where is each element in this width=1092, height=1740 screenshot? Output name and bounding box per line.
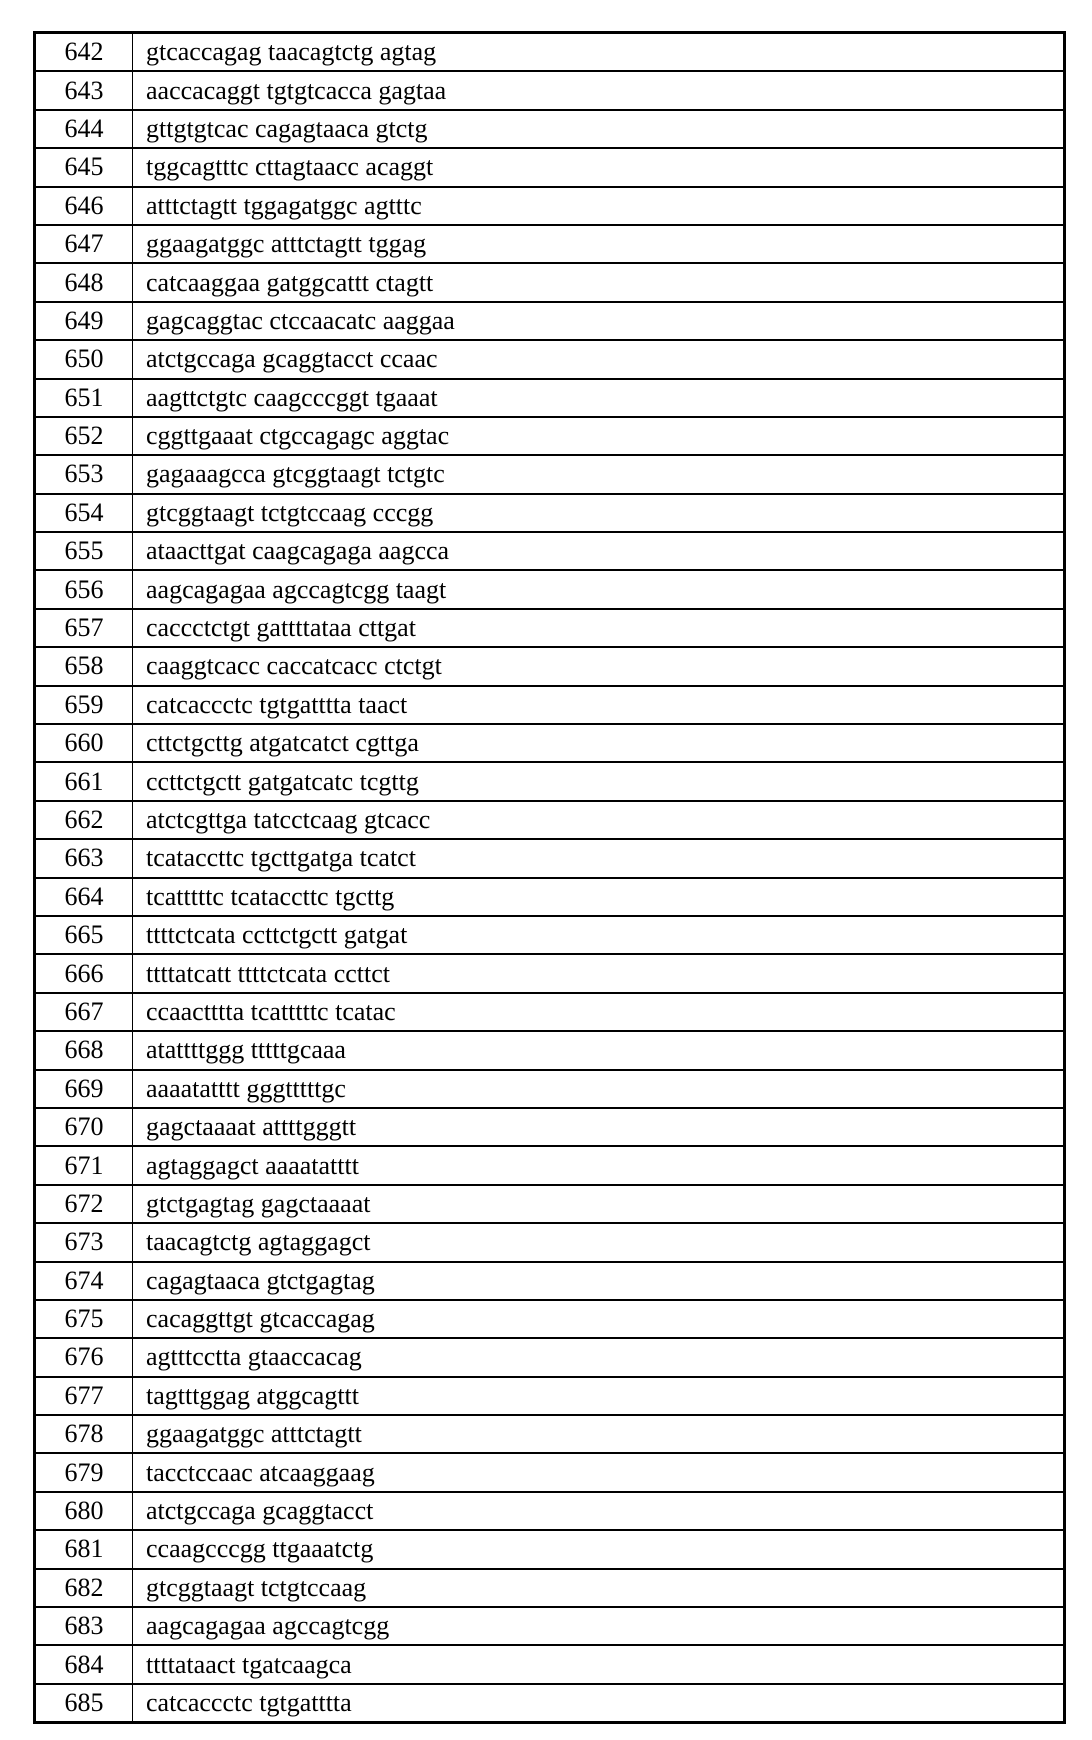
sequence-id: 651 [35,379,133,417]
sequence-text: ggaagatggc atttctagtt [133,1415,1065,1453]
sequence-id: 681 [35,1530,133,1568]
table-row [35,417,1065,455]
sequence-id: 650 [35,340,133,378]
sequence-text: caaggtcacc caccatcacc ctctgt [133,647,1065,685]
sequence-id: 652 [35,417,133,455]
table-row [35,302,1065,340]
table-row [35,954,1065,992]
sequence-id: 684 [35,1645,133,1683]
sequence-text: catcaaggaa gatggcattt ctagtt [133,263,1065,301]
sequence-id: 654 [35,494,133,532]
sequence-text: aagcagagaa agccagtcgg [133,1607,1065,1645]
sequence-text: caccctctgt gattttataa cttgat [133,609,1065,647]
table-row [35,1684,1065,1723]
table-row [35,1645,1065,1683]
sequence-text: cggttgaaat ctgccagagc aggtac [133,417,1065,455]
table-row [35,762,1065,800]
sequence-text: tacctccaac atcaaggaag [133,1453,1065,1491]
table-row [35,839,1065,877]
sequence-id: 673 [35,1223,133,1261]
table-row [35,33,1065,72]
sequence-text: ttttctcata ccttctgctt gatgat [133,916,1065,954]
sequence-text: aaccacaggt tgtgtcacca gagtaa [133,71,1065,109]
table-row [35,455,1065,493]
table-row [35,647,1065,685]
table-row [35,916,1065,954]
sequence-id: 644 [35,110,133,148]
sequence-text: agtaggagct aaaatatttt [133,1146,1065,1184]
table-row [35,1070,1065,1108]
sequence-text: atctgccaga gcaggtacct [133,1492,1065,1530]
sequence-text: ccttctgctt gatgatcatc tcgttg [133,762,1065,800]
table-row [35,1492,1065,1530]
sequence-text: gagcaggtac ctccaacatc aaggaa [133,302,1065,340]
sequence-id: 672 [35,1185,133,1223]
sequence-text: tggcagtttc cttagtaacc acaggt [133,148,1065,186]
sequence-id: 680 [35,1492,133,1530]
sequence-text: ttttatcatt ttttctcata ccttct [133,954,1065,992]
table-row [35,263,1065,301]
table-row [35,1223,1065,1261]
table-row [35,1108,1065,1146]
table-row [35,1569,1065,1607]
table-row [35,379,1065,417]
table-row [35,1146,1065,1184]
sequence-text: cacaggttgt gtcaccagag [133,1300,1065,1338]
sequence-id: 661 [35,762,133,800]
table-row [35,1530,1065,1568]
table-row [35,1607,1065,1645]
table-row [35,532,1065,570]
sequence-text: gagaaagcca gtcggtaagt tctgtc [133,455,1065,493]
table-row [35,1377,1065,1415]
table-row [35,993,1065,1031]
table-row [35,570,1065,608]
table-row [35,1262,1065,1300]
sequence-text: gtcaccagag taacagtctg agtag [133,33,1065,72]
sequence-text: taacagtctg agtaggagct [133,1223,1065,1261]
sequence-text: gtcggtaagt tctgtccaag [133,1569,1065,1607]
table-row [35,110,1065,148]
sequence-text: ataacttgat caagcagaga aagcca [133,532,1065,570]
sequence-table-body [35,33,1065,1723]
sequence-text: ggaagatggc atttctagtt tggag [133,225,1065,263]
table-row [35,1338,1065,1376]
sequence-text: cagagtaaca gtctgagtag [133,1262,1065,1300]
sequence-text: aagcagagaa agccagtcgg taagt [133,570,1065,608]
table-row [35,878,1065,916]
sequence-id: 683 [35,1607,133,1645]
sequence-id: 674 [35,1262,133,1300]
table-row [35,71,1065,109]
table-row [35,1415,1065,1453]
sequence-text: gtctgagtag gagctaaaat [133,1185,1065,1223]
sequence-id: 643 [35,71,133,109]
sequence-id: 658 [35,647,133,685]
sequence-text: cttctgcttg atgatcatct cgttga [133,724,1065,762]
sequence-id: 678 [35,1415,133,1453]
table-row [35,187,1065,225]
sequence-id: 655 [35,532,133,570]
table-row [35,609,1065,647]
sequence-text: agtttcctta gtaaccacag [133,1338,1065,1376]
sequence-id: 664 [35,878,133,916]
sequence-id: 647 [35,225,133,263]
sequence-id: 659 [35,686,133,724]
table-row [35,225,1065,263]
sequence-text: tagtttggag atggcagttt [133,1377,1065,1415]
sequence-id: 642 [35,33,133,72]
sequence-id: 666 [35,954,133,992]
table-row [35,148,1065,186]
sequence-id: 645 [35,148,133,186]
table-row [35,1031,1065,1069]
sequence-id: 676 [35,1338,133,1376]
sequence-id: 669 [35,1070,133,1108]
sequence-text: tcataccttc tgcttgatga tcatct [133,839,1065,877]
sequence-text: gtcggtaagt tctgtccaag cccgg [133,494,1065,532]
sequence-id: 657 [35,609,133,647]
sequence-id: 679 [35,1453,133,1491]
table-row [35,724,1065,762]
sequence-text: atctcgttga tatcctcaag gtcacc [133,801,1065,839]
sequence-text: atctgccaga gcaggtacct ccaac [133,340,1065,378]
sequence-id: 663 [35,839,133,877]
sequence-id: 685 [35,1684,133,1723]
sequence-id: 670 [35,1108,133,1146]
sequence-text: ccaagcccgg ttgaaatctg [133,1530,1065,1568]
sequence-id: 668 [35,1031,133,1069]
sequence-id: 660 [35,724,133,762]
sequence-id: 671 [35,1146,133,1184]
table-row [35,1300,1065,1338]
sequence-text: ttttataact tgatcaagca [133,1645,1065,1683]
table-row [35,340,1065,378]
sequence-id: 653 [35,455,133,493]
sequence-id: 646 [35,187,133,225]
sequence-id: 675 [35,1300,133,1338]
sequence-text: atattttggg tttttgcaaa [133,1031,1065,1069]
sequence-id: 648 [35,263,133,301]
sequence-text: catcaccctc tgtgatttta [133,1684,1065,1723]
sequence-id: 649 [35,302,133,340]
sequence-text: atttctagtt tggagatggc agtttc [133,187,1065,225]
sequence-id: 677 [35,1377,133,1415]
sequence-text: aaaatatttt gggtttttgc [133,1070,1065,1108]
sequence-id: 665 [35,916,133,954]
table-row [35,686,1065,724]
sequence-id: 667 [35,993,133,1031]
sequence-text: gagctaaaat attttgggtt [133,1108,1065,1146]
sequence-text: ccaactttta tcatttttc tcatac [133,993,1065,1031]
sequence-table [33,31,1066,1724]
sequence-id: 682 [35,1569,133,1607]
sequence-text: tcatttttc tcataccttc tgcttg [133,878,1065,916]
sequence-id: 656 [35,570,133,608]
sequence-text: aagttctgtc caagcccggt tgaaat [133,379,1065,417]
table-row [35,1453,1065,1491]
table-row [35,494,1065,532]
sequence-text: gttgtgtcac cagagtaaca gtctg [133,110,1065,148]
table-row [35,1185,1065,1223]
sequence-text: catcaccctc tgtgatttta taact [133,686,1065,724]
sequence-id: 662 [35,801,133,839]
table-row [35,801,1065,839]
